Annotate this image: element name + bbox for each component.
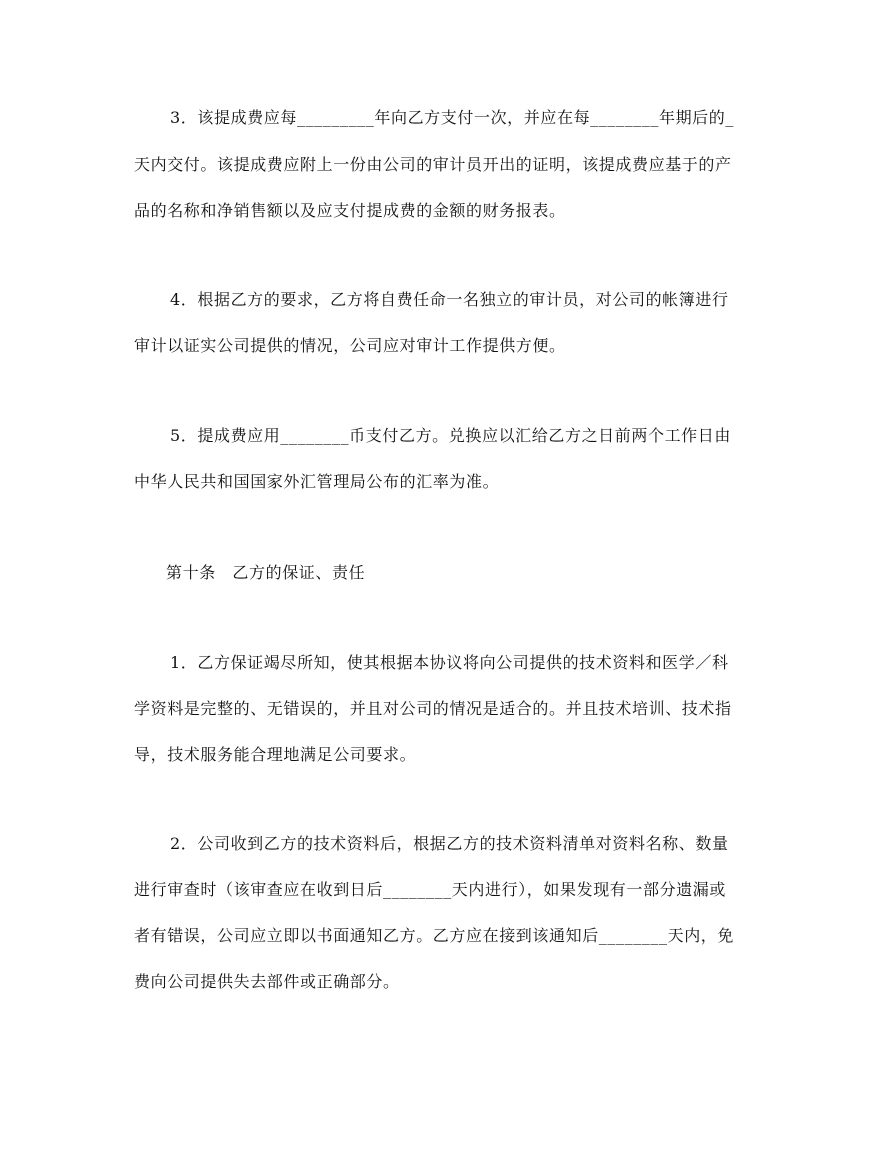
article-10-item-1-line-3: 导，技术服务能合理地满足公司要求。 [134,745,417,764]
paragraph-3-line-2: 天内交付。该提成费应附上一份由公司的审计员开出的证明，该提成费应基于的产 [134,155,732,174]
paragraph-3-line-1: 3．该提成费应每_________年向乙方支付一次，并应在每________年期后的_ [170,108,734,127]
paragraph-4-line-2: 审计以证实公司提供的情况，公司应对审计工作提供方便。 [134,336,566,355]
paragraph-4-line-1: 4．根据乙方的要求，乙方将自费任命一名独立的审计员，对公司的帐簿进行 [170,290,729,309]
article-10-heading: 第十条 乙方的保证、责任 [166,563,366,582]
article-10-item-2-line-3: 者有错误，公司应立即以书面通知乙方。乙方应在接到该通知后________天内，免 [134,926,735,945]
article-10-item-1-line-1: 1．乙方保证竭尽所知，使其根据本协议将向公司提供的技术资料和医学／科 [170,653,729,672]
article-10-item-2-line-1: 2．公司收到乙方的技术资料后，根据乙方的技术资料清单对资料名称、数量 [170,834,729,853]
paragraph-3-line-3: 品的名称和净销售额以及应支付提成费的金额的财务报表。 [134,201,566,220]
article-10-item-1-line-2: 学资料是完整的、无错误的，并且对公司的情况是适合的。并且技术培训、技术指 [134,699,732,718]
article-10-item-2-line-2: 进行审查时（该审查应在收到日后________天内进行），如果发现有一部分遗漏或 [134,880,727,899]
article-10-item-2-line-4: 费向公司提供失去部件或正确部分。 [134,972,400,991]
paragraph-5-line-2: 中华人民共和国国家外汇管理局公布的汇率为准。 [134,472,500,491]
paragraph-5-line-1: 5．提成费应用________币支付乙方。兑换应以汇给乙方之日前两个工作日由 [170,426,731,445]
